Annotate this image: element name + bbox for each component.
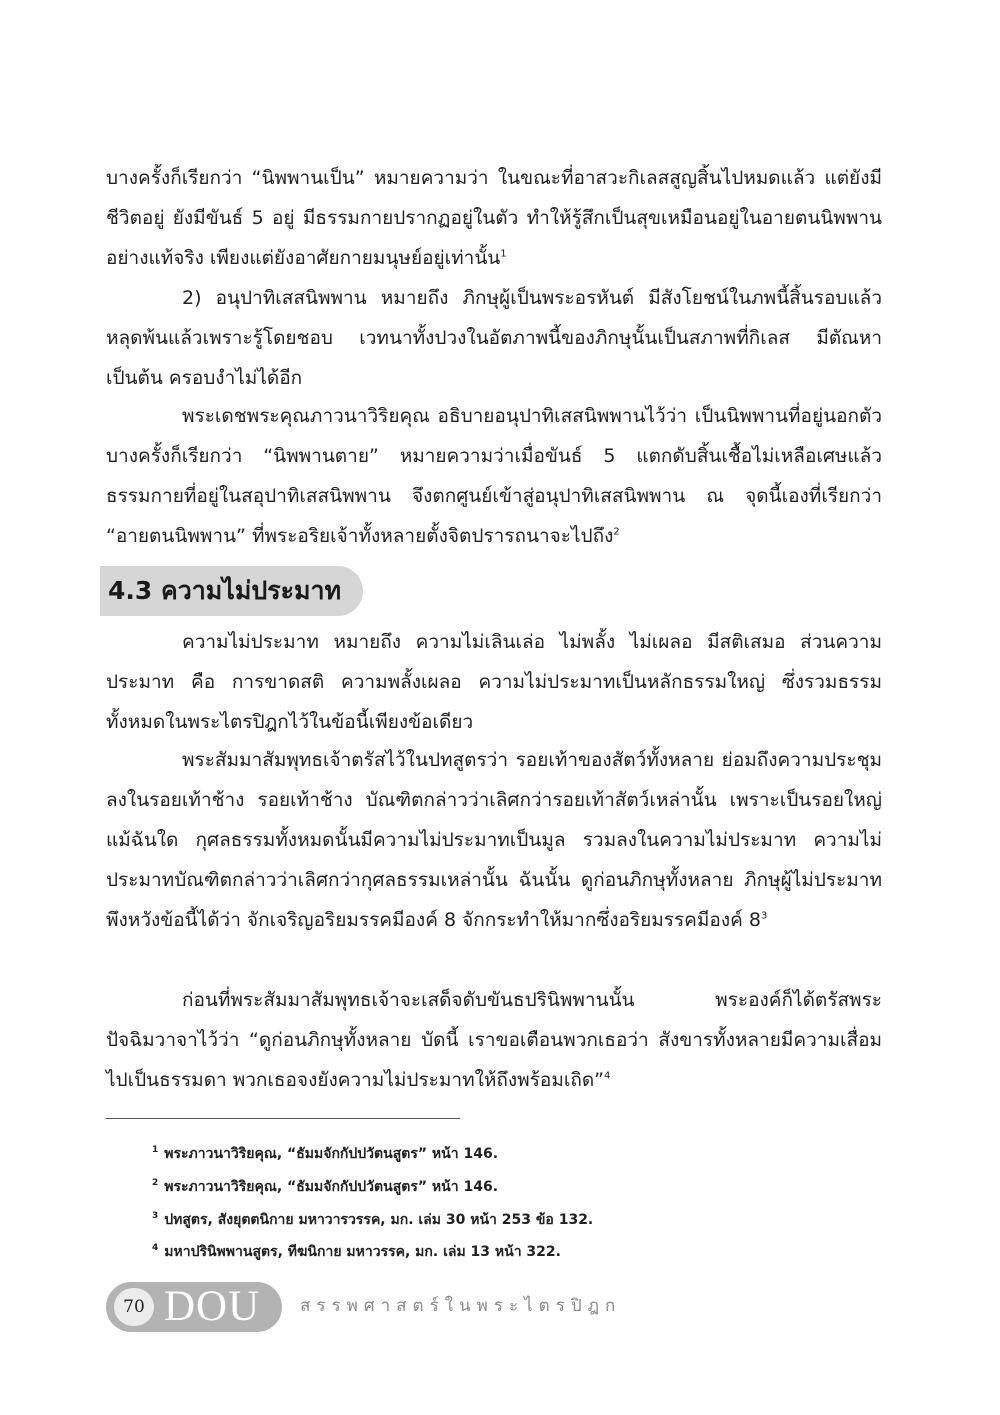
book-title: สรรพศาสตร์ในพระไตรปิฎก	[300, 1296, 622, 1316]
footnote-number: 2	[152, 1178, 159, 1189]
footnote-ref[interactable]: 3	[760, 910, 768, 922]
paragraph-text: พระสัมมาสัมพุทธเจ้าตรัสไว้ในปทสูตรว่า รอยเท้าของสัตว์ทั้งหลาย ย่อมถึงความประชุมลงในรอยเท้าช้าง รอยเท้าช้าง บัณฑิตกล่าวว่าเลิศกว่ารอยเท้าสัตว์เหล่านั้น เพราะเป็นรอยใหญ่ แม้ฉันใด กุศลธรรมทั้งหมดนั้นมีความไม่ประมาทเป็นมูล รวมลงในความไม่ประมาท ความไม่ประมาทบัณฑิตกล่าวว่าเลิศกว่ากุศลธรรมเหล่านั้น ฉันนั้น ดูก่อนภิกษุทั้งหลาย ภิกษุผู้ไม่ประมาทพึงหวังข้อนี้ได้ว่า จักเจริญอริยมรรคมีองค์ 8 จักกระทำให้มากซึ่งอริยมรรคมีองค์ 8	[106, 749, 882, 931]
footnote-text: พระภาวนาวิริยคุณ, “ธัมมจักกัปปวัตนสูตร” หน้า 146.	[164, 1146, 499, 1162]
paragraph-text: ความไม่ประมาท หมายถึง ความไม่เลินเล่อ ไม่พลั้ง ไม่เผลอ มีสติเสมอ ส่วนความประมาท คือ การขาดสติ ความพลั้งเผลอ ความไม่ประมาทเป็นหลักธรรมใหญ่ ซึ่งรวมธรรมทั้งหมดในพระไตรปิฎกไว้ในข้อนี้เพียงข้อเดียว	[106, 631, 882, 733]
footer-badge	[106, 1282, 282, 1332]
paragraph-text: บางครั้งก็เรียกว่า “นิพพานเป็น” หมายความว่า ในขณะที่อาสวะกิเลสสูญสิ้นไปหมดแล้ว แต่ยังมีชีวิตอยู่ ยังมีขันธ์ 5 อยู่ มีธรรมกายปรากฏอยู่ในตัว ทำให้รู้สึกเป็นสุขเหมือนอยู่ในอายตนนิพพานอย่างแท้จริง เพียงแต่ยังอาศัยกายมนุษย์อยู่เท่านั้น	[106, 167, 882, 269]
paragraph-nibbana-dead	[106, 396, 882, 556]
footnote-ref[interactable]: 4	[604, 1070, 611, 1082]
footnote-item	[152, 1210, 593, 1230]
footnote-number: 3	[152, 1211, 159, 1222]
footnote-text: พระภาวนาวิริยคุณ, “ธัมมจักกัปปวัตนสูตร” หน้า 146.	[164, 1179, 499, 1195]
section-heading: 4.3 ความไม่ประมาท	[100, 566, 363, 616]
footnote-item	[152, 1177, 498, 1197]
paragraph-text: พระเดชพระคุณภาวนาวิริยคุณ อธิบายอนุปาทิเสสนิพพานไว้ว่า เป็นนิพพานที่อยู่นอกตัว บางครั้งก็เรียกว่า “นิพพานตาย” หมายความว่าเมื่อขันธ์ 5 แตกดับสิ้นเชื้อไม่เหลือเศษแล้ว ธรรมกายที่อยู่ในสอุปาทิเสสนิพพาน จึงตกศูนย์เข้าสู่อนุปาทิเสสนิพพาน ณ จุดนี้เองที่เรียกว่า “อายตนนิพพาน” ที่พระอริยเจ้าทั้งหลายตั้งจิตปรารถนาจะไปถึง	[106, 405, 882, 547]
paragraph-nibbana-alive	[106, 158, 882, 278]
footnote-divider	[106, 1118, 460, 1119]
footnote-number: 4	[152, 1243, 159, 1254]
footnote-ref[interactable]: 1	[500, 248, 507, 260]
paragraph-text: 2) อนุปาทิเสสนิพพาน หมายถึง ภิกษุผู้เป็นพระอรหันต์ มีสังโยชน์ในภพนี้สิ้นรอบแล้ว หลุดพ้นแล้วเพราะรู้โดยชอบ เวทนาทั้งปวงในอัตภาพนี้ของภิกษุนั้นเป็นสภาพที่กิเลส มีตัณหาเป็นต้น ครอบงำไม่ได้อีก	[106, 287, 882, 389]
paragraph-last-words	[106, 980, 882, 1100]
paragraph-text: ก่อนที่พระสัมมาสัมพุทธเจ้าจะเสด็จดับขันธปรินิพพานนั้น พระองค์ก็ได้ตรัสพระปัจฉิมวาจาไว้ว่า “ดูก่อนภิกษุทั้งหลาย บัดนี้ เราขอเตือนพวกเธอว่า สังขารทั้งหลายมีความเสื่อมไปเป็นธรรมดา พวกเธอจงยังความไม่ประมาทให้ถึงพร้อมเถิด”	[106, 989, 882, 1091]
footnote-text: มหาปรินิพพานสูตร, ทีฆนิกาย มหาวรรค, มก. เล่ม 13 หน้า 322.	[164, 1244, 561, 1260]
footnote-text: ปทสูตร, สังยุตตนิกาย มหาวารวรรค, มก. เล่ม 30 หน้า 253 ข้อ 132.	[164, 1212, 594, 1228]
footnote-item	[152, 1144, 498, 1164]
footnote-item	[152, 1242, 561, 1262]
footnote-number: 1	[152, 1145, 159, 1156]
paragraph-heedfulness-definition	[106, 622, 882, 742]
paragraph-anupadisesa	[106, 278, 882, 398]
footnote-ref[interactable]: 2	[613, 526, 620, 538]
page-number: 70	[114, 1288, 154, 1326]
dou-logo: DOU	[164, 1283, 261, 1330]
paragraph-elephant-footprint	[106, 740, 882, 940]
